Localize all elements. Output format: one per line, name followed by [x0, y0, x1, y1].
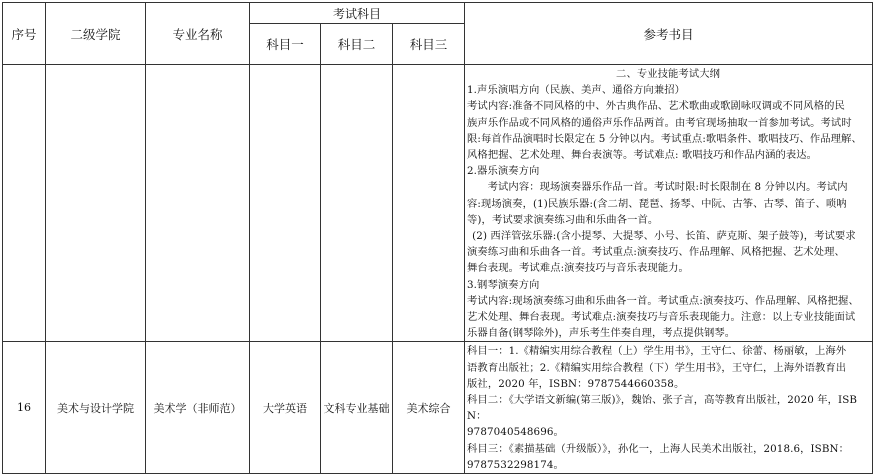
row2-reference-cell [465, 342, 873, 474]
header-subject-3: 科目三 [393, 24, 465, 65]
ref-line: 族声乐作品或不同风格的通俗声乐作品两首。由考官现场抽取一首参加考试。考试时 [467, 116, 852, 129]
table-row [3, 65, 873, 342]
row2-subject1-cell: 大学英语 [250, 342, 321, 474]
ref-line: 1.声乐演唱方向（民族、美声、通俗方向兼招） [467, 84, 685, 97]
ref-line: 科目三：《素描基础（升级版）》，孙化一，上海人民美术出版社，2018.6，ISBN： [467, 442, 850, 455]
ref-line: 语教育出版社；2.《精编实用综合教程（下）学生用书》，王守仁，上海外语教育出 [467, 361, 847, 374]
row2-seq-cell: 16 [3, 342, 46, 474]
header-college: 二级学院 [46, 3, 146, 65]
row1-major-cell [146, 65, 250, 342]
row2-college-cell: 美术与设计学院 [46, 342, 146, 474]
ref-line: (2) 西洋管弦乐器:(含小提琴、大提琴、小号、长笛、萨克斯、架子鼓等)，考试要求 [472, 230, 856, 243]
header-reference-books: 参考书目 [465, 3, 873, 65]
ref-line: 2.器乐演奏方向 [467, 165, 540, 178]
header-subject-2: 科目二 [321, 24, 393, 65]
header-seq: 序号 [3, 3, 46, 65]
ref-line: 9787040548696。 [467, 426, 564, 439]
ref-line: 考试内容:现场演奏练习曲和乐曲各一首。考试重点:演奏技巧、作品理解、风格把握、 [467, 294, 859, 307]
row2-major-cell: 美术学（非师范） [146, 342, 250, 474]
document-page [0, 2, 874, 471]
header-exam-subjects: 考试科目 [250, 3, 465, 24]
ref-line: 风格把握、艺术处理、舞台表演等。考试难点: 歌唱技巧和作品内涵的表达。 [467, 149, 818, 162]
table-row [3, 342, 873, 474]
ref-line: 3.钢琴演奏方向 [467, 278, 540, 291]
ref-line: 等)，考试要求演奏练习曲和乐曲各一首。 [467, 213, 659, 226]
row1-reference-cell [465, 65, 873, 342]
row1-seq-cell [3, 65, 46, 342]
ref-line: 容:现场演奏，(1)民族乐器:(含二胡、琵琶、扬琴、中阮、古筝、古琴、笛子、唢呐 [467, 197, 847, 210]
ref-line: 版社，2020 年，ISBN：9787544660358。 [467, 377, 685, 390]
row1-subject2-cell [321, 65, 393, 342]
ref-line: 舞台表现。考试难点:演奏技巧与音乐表现能力。 [467, 262, 689, 275]
section-heading: 二、专业技能考试大纲 [616, 68, 721, 80]
row1-college-cell [46, 65, 146, 342]
ref-line: 考试内容:准备不同风格的中、外古典作品、艺术歌曲或歌剧咏叹调或不同风格的民 [467, 100, 845, 113]
ref-line: 考试内容：现场演奏器乐作品一首。考试时限:时长限制在 8 分钟以内。考试内 [487, 181, 848, 194]
header-subject-1: 科目一 [250, 24, 321, 65]
ref-line: 科目一：1.《精编实用综合教程（上）学生用书》，王守仁、徐蕾、杨丽敏，上海外 [467, 345, 847, 358]
ref-line: 科目二：《大学语文新编(第三版)》，魏饴、张子言，高等教育出版社，2020 年，ISBN： [467, 394, 858, 423]
ref-line: 乐器自备(钢琴除外)，声乐考生伴奏自理，考点提供钢琴。 [467, 327, 736, 340]
header-major: 专业名称 [146, 3, 250, 65]
ref-line: 艺术处理、舞台表现。考试难点:演奏技巧与音乐表现能力。注意：以上专业技能面试 [467, 311, 856, 324]
row1-subject3-cell [393, 65, 465, 342]
row2-subject2-cell: 文科专业基础 [321, 342, 393, 474]
ref-line: 演奏练习曲和乐曲各一首。考试重点:演奏技巧、作品理解、风格把握、艺术处理、 [467, 246, 845, 259]
ref-line: 9787532298174。 [467, 458, 564, 471]
ref-line: 限:每首作品演唱时长限定在 5 分钟以内。考试重点:歌唱条件、歌唱技巧、作品理解、 [467, 132, 862, 145]
admission-table [2, 2, 873, 474]
row2-subject3-cell: 美术综合 [393, 342, 465, 474]
row1-subject1-cell [250, 65, 321, 342]
